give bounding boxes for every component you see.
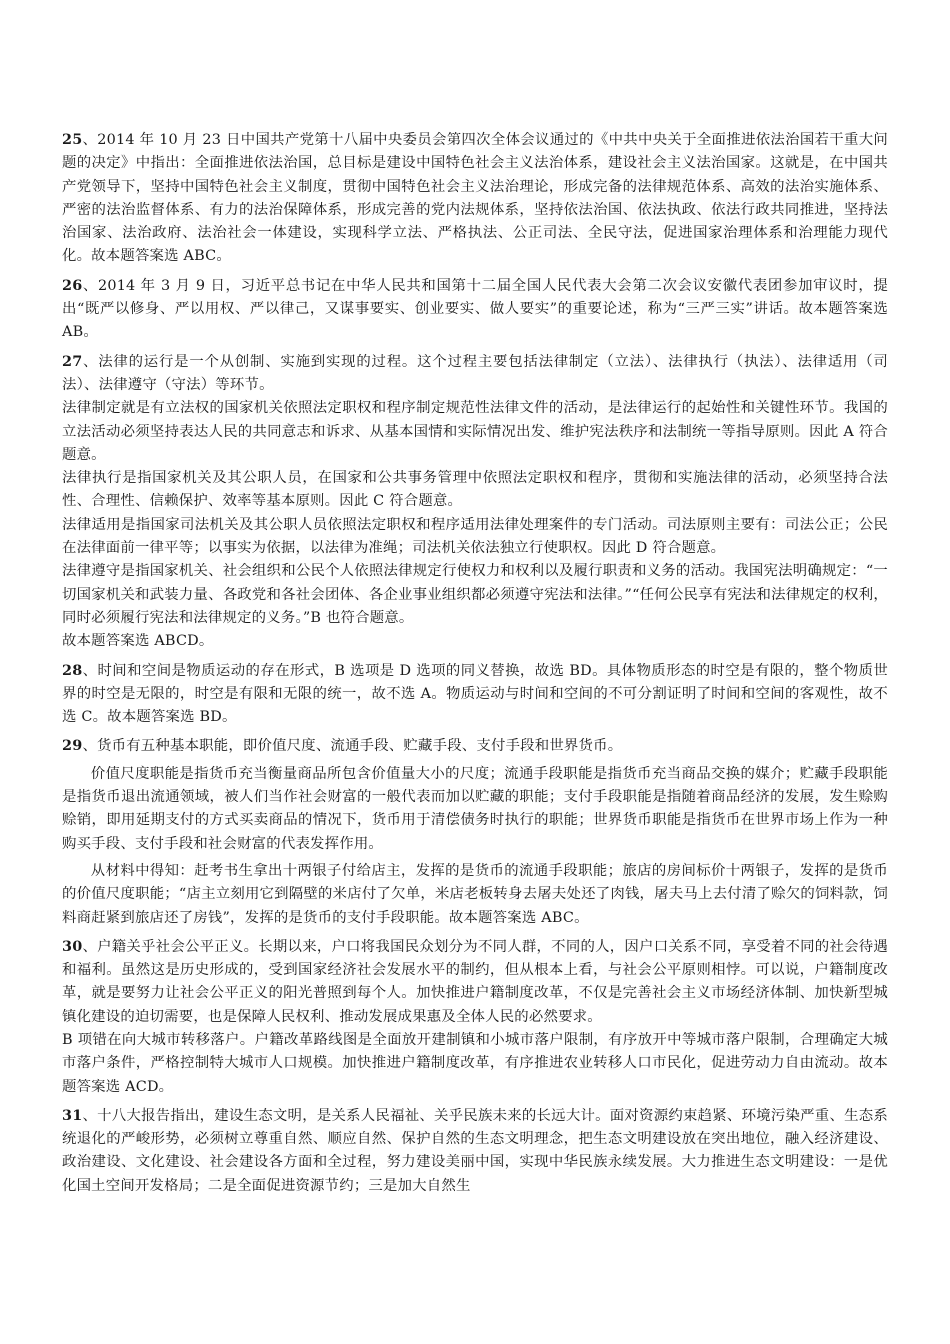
- item-paragraph: 、2014 年 10 月 23 日中国共产党第十八届中央委员会第四次全体会议通过的《中共中央关于全面推进依法治国若干重大问题的决定》中指出：全面推进依法治国，总目标是建设中国特色社会主义法治体系，建设社会主义法治国家。这就是，在中国共产党领导下，坚持中国特色社会主义制度，贯彻中国特色社会主义法治理论，形成完备的法律规范体系、高效的法治实施体系、严密的法治监督体系、有力的法治保障体系，形成完善的党内法规体系，坚持依法治国、依法执政、依法行政共同推进，坚持法治国家、法治政府、法治社会一体建设，实现科学立法、严格执法、公正司法、全民守法，促进国家治理体系和治理能力现代化。故本题答案选 ABC。: [62, 132, 888, 265]
- item-number: 25: [62, 131, 83, 148]
- item-paragraph: 、时间和空间是物质运动的存在形式，B 选项是 D 选项的同义替换，故选 BD。具体物质形态的时空是有限的，整个物质世界的时空是无限的，时空是有限和无限的统一，故不选 A。物质运动与时间和空间的不可分割证明了时间和空间的客观性，故不选 C。故本题答案选 BD。: [62, 662, 888, 726]
- item-paragraph: 、货币有五种基本职能，即价值尺度、流通手段、贮藏手段、支付手段和世界货币。: [82, 738, 623, 755]
- answer-item-26: [62, 274, 888, 345]
- item-paragraph: 故本题答案选 ABCD。: [62, 633, 214, 650]
- answer-item-28: [62, 659, 888, 730]
- item-paragraph: 法律适用是指国家司法机关及其公职人员依照法定职权和程序适用法律处理案件的专门活动。司法原则主要有：司法公正；公民在法律面前一律平等；以事实为依据，以法律为准绳；司法机关依法独立行使职权。因此 D 符合题意。: [62, 516, 888, 557]
- item-number: 31: [62, 1106, 83, 1124]
- item-paragraph-indented: 从材料中得知：赶考书生拿出十两银子付给店主，发挥的是货币的流通手段职能；旅店的房间标价十两银子，发挥的是货币的价值尺度职能；“店主立刻用它到隔壁的米店付了欠单，米店老板转身去屠夫处还了肉钱，屠夫马上去付清了赊欠的饲料款，饲料商赶紧到旅店还了房钱”，发挥的是货币的支付手段职能。故本题答案选 ABC。: [62, 862, 888, 926]
- item-paragraph: 、十八大报告指出，建设生态文明，是关系人民福祉、关乎民族未来的长远大计。面对资源约束趋紧、环境污染严重、生态系统退化的严峻形势，必须树立尊重自然、顺应自然、保护自然的生态文明理念，把生态文明建设放在突出地位，融入经济建设、政治建设、文化建设、社会建设各方面和全过程，努力建设美丽中国，实现中华民族永续发展。大力推进生态文明建设：一是优化国土空间开发格局；二是全面促进资源节约；三是加大自然生: [62, 1107, 888, 1194]
- item-number: 28: [62, 661, 83, 679]
- item-paragraph: 法律遵守是指国家机关、社会组织和公民个人依照法律规定行使权力和权利以及履行职责和义务的活动。我国宪法明确规定：“一切国家机关和武装力量、各政党和各社会团体、各企业事业组织都必须遵守宪法和法律。”“任何公民享有宪法和法律规定的权利，同时必须履行宪法和法律规定的义务。”B 也符合题意。: [62, 563, 888, 626]
- answer-item-31: [62, 1104, 888, 1198]
- answer-item-27: [62, 350, 888, 654]
- item-number: 29: [62, 737, 83, 755]
- item-paragraph: 、法律的运行是一个从创制、实施到实现的过程。这个过程主要包括法律制定（立法）、法律执行（执法）、法律适用（司法）、法律遵守（守法）等环节。: [62, 353, 888, 393]
- item-paragraph: 法律执行是指国家机关及其公职人员，在国家和公共事务管理中依照法定职权和程序，贯彻和实施法律的活动，必须坚持合法性、合理性、信赖保护、效率等基本原则。因此 C 符合题意。: [62, 470, 888, 510]
- answer-item-25: [62, 128, 888, 269]
- answer-item-30: [62, 935, 888, 1099]
- item-number: 26: [62, 276, 83, 294]
- item-paragraph: 、户籍关乎社会公平正义。长期以来，户口将我国民众划分为不同人群，不同的人，因户口关系不同，享受着不同的社会待遇和福利。虽然这是历史形成的，受到国家经济社会发展水平的制约，但从根本上看，与社会公平原则相悖。可以说，户籍制度改革，就是要努力让社会公平正义的阳光普照到每个人。加快推进户籍制度改革，不仅是完善社会主义市场经济体制、加快新型城镇化建设的迫切需要，也是保障人民权利、推动发展成果惠及全体人民的必然要求。: [62, 938, 888, 1025]
- document-page: [62, 128, 888, 1203]
- item-number: 27: [62, 352, 83, 370]
- item-paragraph: B 项错在向大城市转移落户。户籍改革路线图是全面放开建制镇和小城市落户限制，有序放开中等城市落户限制，合理确定大城市落户条件，严格控制特大城市人口规模。加快推进户籍制度改革，有序推进农业转移人口市民化，促进劳动力自由流动。故本题答案选 ACD。: [62, 1031, 888, 1095]
- item-paragraph: 法律制定就是有立法权的国家机关依照法定职权和程序制定规范性法律文件的活动，是法律运行的起始性和关键性环节。我国的立法活动必须坚持表达人民的共同意志和诉求、从基本国情和实际情况出发、维护宪法秩序和法制统一等指导原则。因此 A 符合题意。: [62, 400, 888, 463]
- answer-item-29: [62, 734, 888, 929]
- item-paragraph-indented: 价值尺度职能是指货币充当衡量商品所包含价值量大小的尺度；流通手段职能是指货币充当商品交换的媒介；贮藏手段职能是指货币退出流通领域，被人们当作社会财富的一般代表而加以贮藏的职能；支付手段职能是指随着商品经济的发展，发生赊购赊销，即用延期支付的方式买卖商品的情况下，货币用于清偿债务时执行的职能；世界货币职能是指货币在世界市场上作为一种购买手段、支付手段和社会财富的代表发挥作用。: [62, 765, 888, 852]
- item-paragraph: 、2014 年 3 月 9 日，习近平总书记在中华人民共和国第十二届全国人民代表大会第二次会议安徽代表团参加审议时，提出“既严以修身、严以用权、严以律己，又谋事要实、创业要实、做人要实”的重要论述，称为“三严三实”讲话。故本题答案选 AB。: [62, 277, 888, 341]
- item-number: 30: [62, 937, 83, 955]
